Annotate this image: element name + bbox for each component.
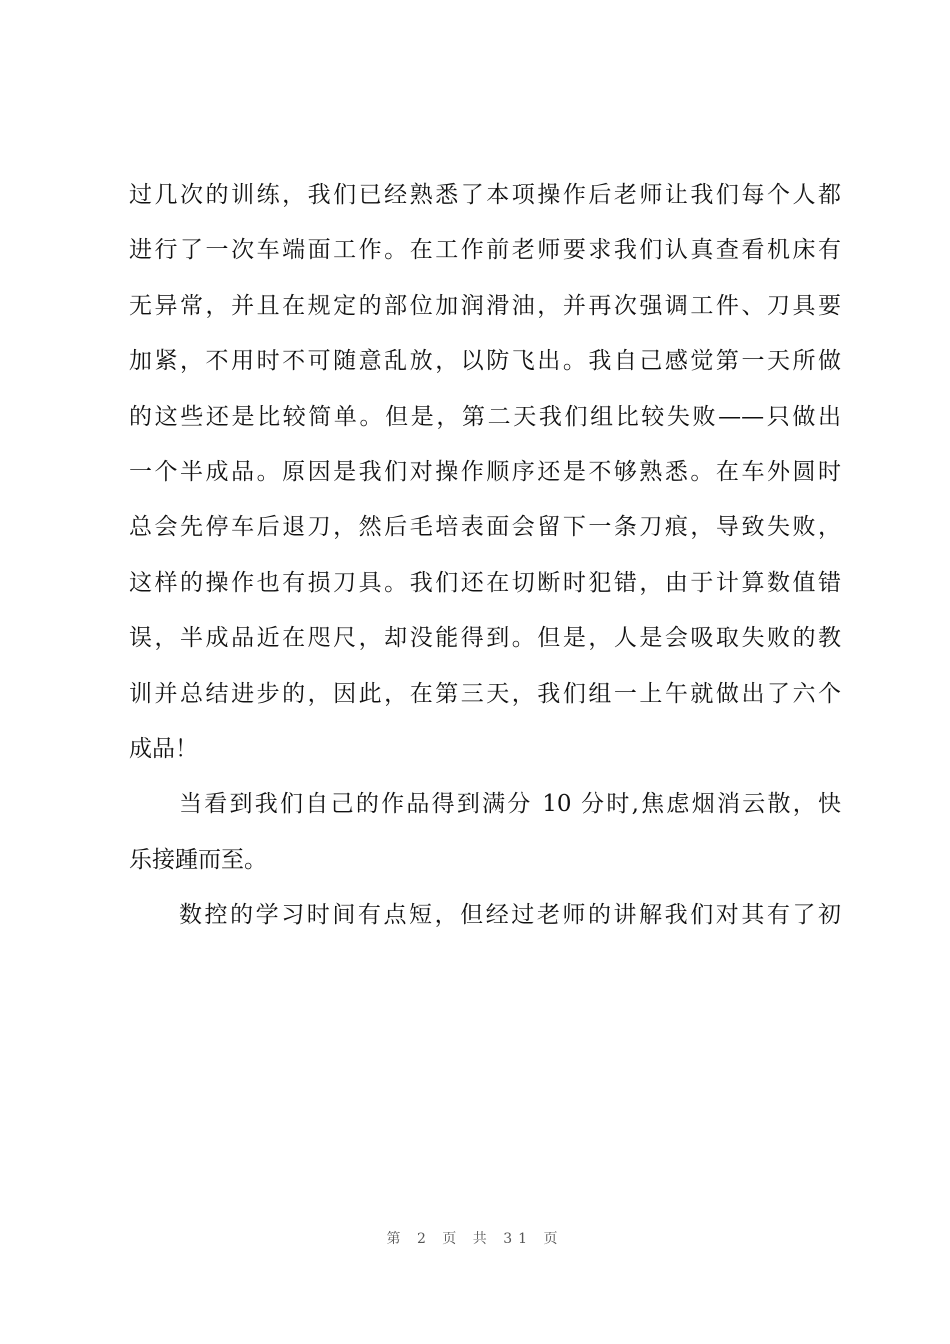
paragraph-line: 进行了一次车端面工作。在工作前老师要求我们认真查看机床有 (129, 237, 841, 264)
document-body (129, 168, 841, 943)
paragraph-line: 数控的学习时间有点短，但经过老师的讲解我们对其有了初 (179, 902, 841, 929)
paragraph-line: 的这些还是比较简单。但是，第二天我们组比较失败——只做出 (129, 403, 841, 430)
paragraph-line: 一个半成品。原因是我们对操作顺序还是不够熟悉。在车外圆时 (129, 458, 841, 485)
paragraph-line: 乐接踵而至。 (129, 846, 267, 873)
paragraph-line: 误，半成品近在咫尺，却没能得到。但是，人是会吸取失败的教 (129, 625, 841, 652)
paragraph-3 (129, 888, 841, 943)
paragraph-line: 加紧，不用时不可随意乱放，以防飞出。我自己感觉第一天所做 (129, 348, 841, 375)
paragraph-line: 当看到我们自己的作品得到满分 10 分时,焦虑烟消云散，快 (179, 791, 841, 818)
paragraph-line: 无异常，并且在规定的部位加润滑油，并再次强调工件、刀具要 (129, 292, 841, 319)
paragraph-line: 成品！ (129, 735, 198, 762)
paragraph-line: 总会先停车后退刀，然后毛培表面会留下一条刀痕，导致失败， (129, 514, 841, 541)
paragraph-line: 训并总结进步的，因此，在第三天，我们组一上午就做出了六个 (129, 680, 841, 707)
paragraph-line: 这样的操作也有损刀具。我们还在切断时犯错，由于计算数值错 (129, 569, 841, 596)
paragraph-2 (129, 777, 841, 888)
paragraph-1 (129, 168, 841, 777)
paragraph-line: 过几次的训练，我们已经熟悉了本项操作后老师让我们每个人都 (129, 182, 841, 208)
page-number-footer: 第 2 页 共 31 页 (386, 1231, 564, 1247)
